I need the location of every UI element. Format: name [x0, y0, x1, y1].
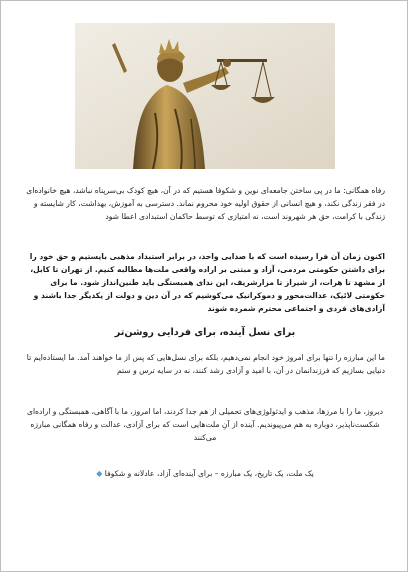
lady-justice-image	[75, 23, 335, 169]
closing-line	[25, 467, 385, 480]
lady-justice-illustration	[75, 23, 335, 169]
paragraph-future-generation: ما این مبارزه را تنها برای امروز خود انجام نمی‌دهیم، بلکه برای نسل‌هایی که پس از ما خواهند آمد. ما ایستاده‌ایم تا دنیایی بسازیم که فرزندانمان در آن، با امید و آزادی رشد کنند، نه در سایه ترس و ستم	[26, 353, 385, 375]
paragraph-unity: دیروز، ما را با مرزها، مذهب و ایدئولوژی‌های تحمیلی از هم جدا کردند، اما امروز، ما با آگاهی، همبستگی و اراده‌ای شکست‌ناپذیر، دوباره به هم می‌پیوندیم. آینده از آنِ ملت‌هایی است که برای آزادی، عدالت و رفاه همگانی مبارزه می‌کنند	[27, 407, 383, 442]
diamond-icon: ◆	[96, 469, 103, 478]
closing-line-text: یک ملت، یک تاریخ، یک مبارزه – برای آینده‌ای آزاد، عادلانه و شکوفا	[104, 469, 314, 478]
paragraph-call-to-action: اکنون زمان آن فرا رسیده است که با صدایی واحد، در برابر استبداد مذهبی بایستیم و حق خود را برای داشتن حکومتی مردمی، آزاد و مبتنی بر اراده واقعی ملت‌ها مطالبه کنیم. از تهران تا کابل، از مشهد تا هرات، از شیراز تا مزارشریف، این ندای همبستگی باید طنین‌انداز شود. ما برای حکومتی لائیک، عدالت‌محور و دموکراتیک می‌کوشیم که در آن دین و دولت از یکدیگر جدا باشند و آزادی‌های فردی و اجتماعی محترم شمرده شوند	[29, 252, 385, 313]
section-heading: برای نسل آینده، برای فردایی روشن‌تر	[114, 327, 296, 338]
paragraph-public-welfare: رفاه همگانی: ما در پی ساختن جامعه‌ای نوین و شکوفا هستیم که در آن، هیچ کودک بی‌سرپناه نباشد، هیچ خانواده‌ای در فقر زندگی نکند، و هیچ انسانی از حقوق اولیه خود محروم نماند. دسترسی به آموزش، بهداشت، کار شایسته و زندگی با کرامت، حق هر شهروند است، نه امتیازی که توسط حاکمان استبدادی اعطا شود	[26, 186, 385, 221]
